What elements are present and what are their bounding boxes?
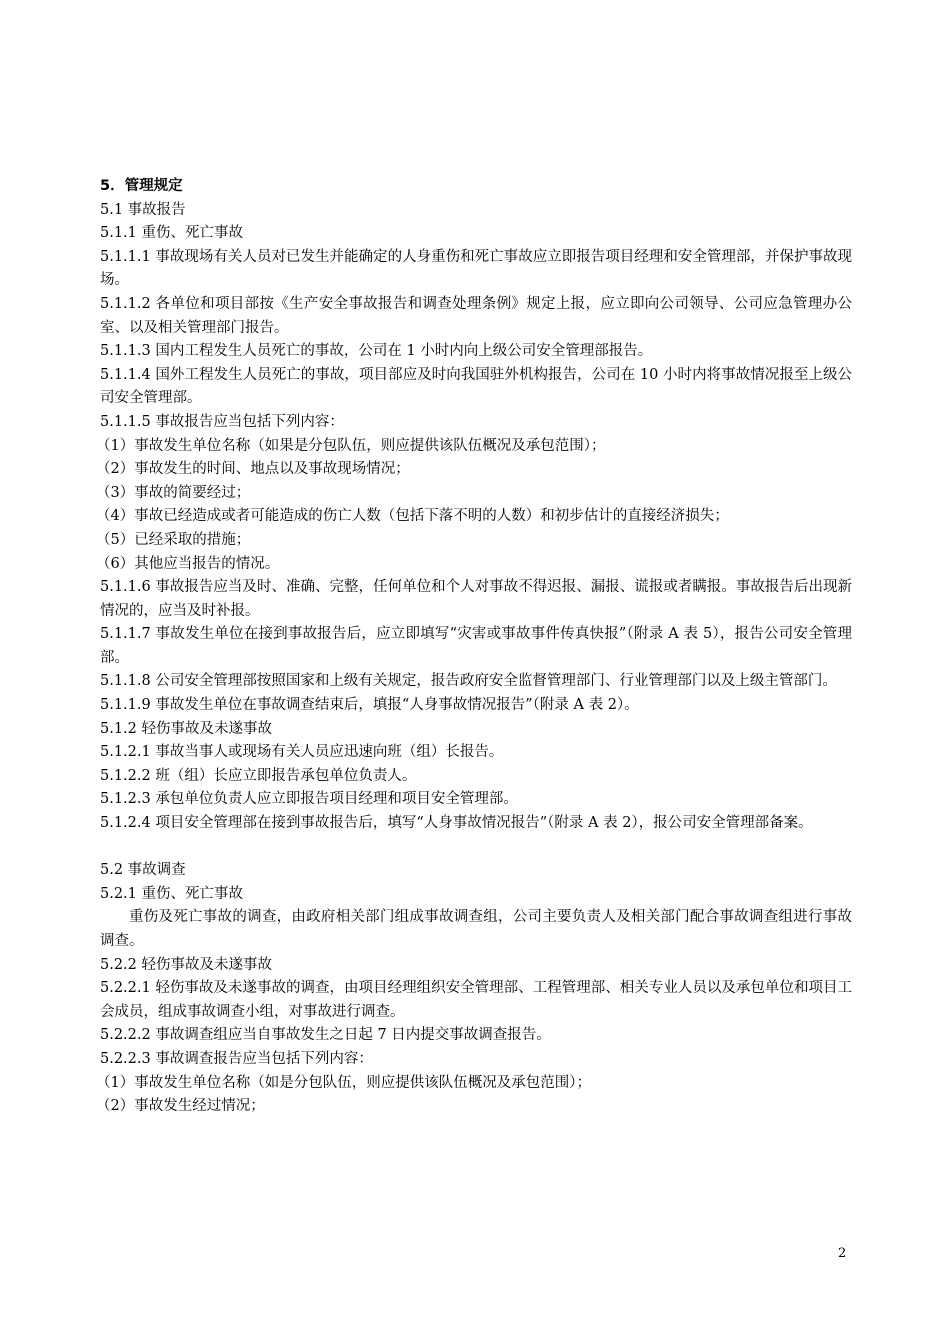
list-item: （4）事故已经造成或者可能造成的伤亡人数（包括下落不明的人数）和初步估计的直接经济损失； xyxy=(96,508,729,525)
subsection-title: 5.1 事故报告 xyxy=(100,201,186,218)
paragraph: 5.1.1.1 事故现场有关人员对已发生并能确定的人身重伤和死亡事故应立即报告项目经理和安全管理部，并保护事故现场。 xyxy=(100,248,852,289)
paragraph: 5.1.1.2 各单位和项目部按《生产安全事故报告和调查处理条例》规定上报，应立即向公司领导、公司应急管理办公室、以及相关管理部门报告。 xyxy=(100,295,852,336)
paragraph: 重伤及死亡事故的调查，由政府相关部门组成事故调查组，公司主要负责人及相关部门配合事故调查组进行事故调查。 xyxy=(100,909,852,949)
paragraph: 5.1.2.2 班（组）长应立即报告承包单位负责人。 xyxy=(100,767,417,784)
paragraph: 5.1.1.8 公司安全管理部按照国家和上级有关规定，报告政府安全监督管理部门、行业管理部门以及上级主管部门。 xyxy=(100,673,837,690)
section-heading: 5．管理规定 xyxy=(100,178,183,194)
document-body xyxy=(96,175,852,1119)
paragraph: 5.1.1.9 事故发生单位在事故调查结束后，填报“人身事故情况报告”（附录 A 表 2）。 xyxy=(100,697,639,714)
paragraph: 5.1.1.5 事故报告应当包括下列内容： xyxy=(100,413,344,430)
paragraph: 5.1.1.6 事故报告应当及时、准确、完整，任何单位和个人对事故不得迟报、漏报、谎报或者瞒报。事故报告后出现新情况的，应当及时补报。 xyxy=(100,579,852,619)
paragraph: 5.1.2.3 承包单位负责人应立即报告项目经理和项目安全管理部。 xyxy=(100,791,518,808)
paragraph: 5.1.1.3 国内工程发生人员死亡的事故，公司在 1 小时内向上级公司安全管理部报告。 xyxy=(100,343,653,360)
blank-line xyxy=(100,836,852,860)
subsection-title: 5.1.2 轻伤事故及未遂事故 xyxy=(100,720,273,737)
list-item: （2）事故发生的时间、地点以及事故现场情况； xyxy=(96,461,410,478)
list-item: （1）事故发生单位名称（如果是分包队伍，则应提供该队伍概况及承包范围）； xyxy=(96,437,606,454)
paragraph: 5.2.2.3 事故调查报告应当包括下列内容： xyxy=(100,1050,373,1067)
paragraph: 5.1.2.1 事故当事人或现场有关人员应迅速向班（组）长报告。 xyxy=(100,744,504,761)
paragraph: 5.1.1.4 国外工程发生人员死亡的事故，项目部应及时向我国驻外机构报告，公司在 10 小时内将事故情况报至上级公司安全管理部。 xyxy=(100,366,852,407)
list-item: （1）事故发生单位名称（如是分包队伍，则应提供该队伍概况及承包范围）； xyxy=(96,1074,591,1091)
paragraph: 5.1.1.7 事故发生单位在接到事故报告后，应立即填写“灾害或事故事件传真快报”（附录 A 表 5），报告公司安全管理部。 xyxy=(100,626,852,666)
list-item: （6）其他应当报告的情况。 xyxy=(96,555,280,572)
page-number: 2 xyxy=(838,1246,847,1261)
list-item: （3）事故的简要经过； xyxy=(96,484,251,501)
subsection-title: 5.2.2 轻伤事故及未遂事故 xyxy=(100,956,273,973)
subsection-title: 5.2.1 重伤、死亡事故 xyxy=(100,885,244,902)
list-item: （5）已经采取的措施； xyxy=(96,531,251,548)
subsection-title: 5.1.1 重伤、死亡事故 xyxy=(100,225,244,242)
paragraph: 5.2.2.1 轻伤事故及未遂事故的调查，由项目经理组织安全管理部、工程管理部、相关专业人员以及承包单位和项目工会成员，组成事故调查小组，对事故进行调查。 xyxy=(100,980,852,1020)
subsection-title: 5.2 事故调查 xyxy=(100,862,186,879)
paragraph: 5.1.2.4 项目安全管理部在接到事故报告后，填写“人身事故情况报告”（附录 A 表 2），报公司安全管理部备案。 xyxy=(100,815,813,832)
list-item: （2）事故发生经过情况； xyxy=(96,1098,265,1115)
paragraph: 5.2.2.2 事故调查组应当自事故发生之日起 7 日内提交事故调查报告。 xyxy=(100,1027,551,1044)
